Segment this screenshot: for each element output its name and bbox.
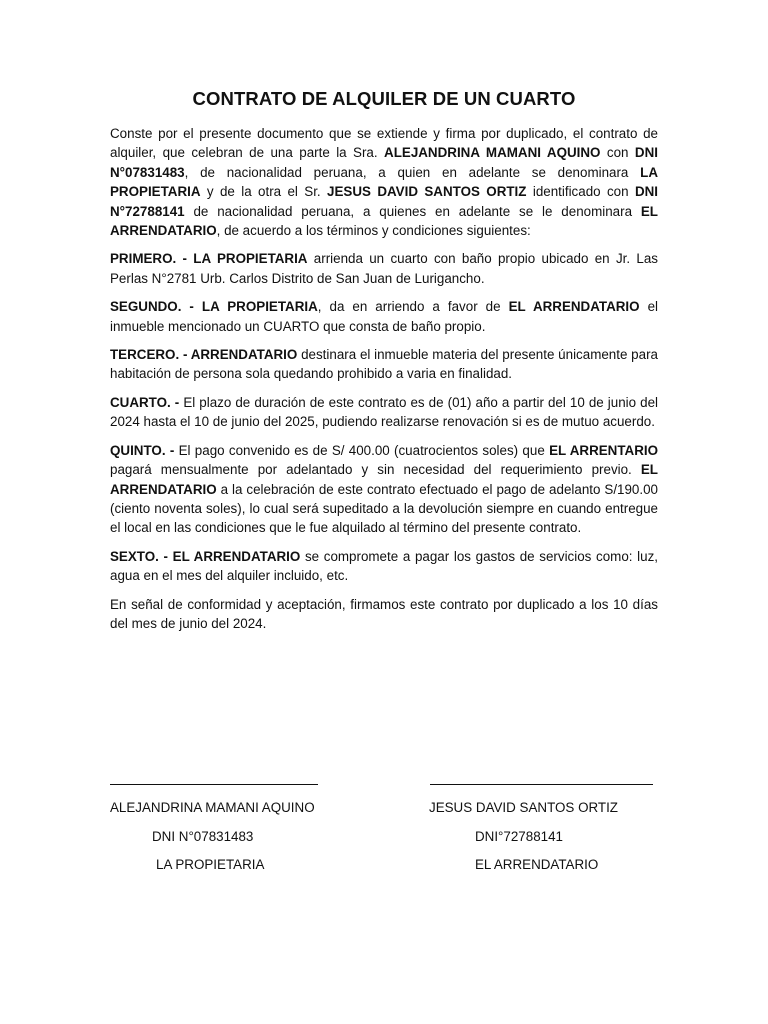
clause-text: pagará mensualmente por adelantado y sin necesidad del requerimiento previo. xyxy=(110,462,641,478)
intro-text: Conste por el presente documento que se extiende y firma por duplicado, el contrato de alquiler, que celebran de una parte la Sra. xyxy=(110,126,658,161)
closing-paragraph: En señal de conformidad y aceptación, firmamos este contrato por duplicado a los 10 días del mes de junio del 2024. xyxy=(110,596,658,631)
clause-text: se compromete a pagar los gastos de servicios como: luz, agua en el mes del alquiler incluido, etc. xyxy=(110,548,658,584)
clause-bold-term: EL ARRENTARIO xyxy=(549,442,658,458)
clause-cuarto xyxy=(110,393,658,432)
intro-paragraph xyxy=(110,124,658,240)
owner-role: LA PROPIETARIA xyxy=(110,164,658,200)
clause-text: arrienda un cuarto con baño propio ubicado en Jr. Las Perlas N°2781 Urb. Carlos Distrito de San Juan de Lurigancho. xyxy=(110,251,658,286)
signature-owner-role: LA PROPIETARIA xyxy=(156,857,265,872)
contract-body xyxy=(110,124,658,642)
tenant-role: EL ARRENDATARIO xyxy=(110,203,658,239)
tenant-dni: DNI N°72788141 xyxy=(110,184,658,219)
tenant-name: JESUS DAVID SANTOS ORTIZ xyxy=(327,184,527,200)
document-title: CONTRATO DE ALQUILER DE UN CUARTO xyxy=(192,88,576,109)
clause-sexto xyxy=(110,547,658,586)
clause-text: el inmueble mencionado un CUARTO que consta de baño propio. xyxy=(110,299,658,334)
clause-heading: SEGUNDO. - LA PROPIETARIA xyxy=(110,299,318,315)
signature-line-owner xyxy=(110,784,318,785)
clause-heading: SEXTO. - EL ARRENDATARIO xyxy=(110,548,301,564)
signature-owner-dni: DNI N°07831483 xyxy=(152,829,254,844)
clause-heading: PRIMERO. - LA PROPIETARIA xyxy=(110,251,308,267)
signature-tenant-name: JESUS DAVID SANTOS ORTIZ xyxy=(429,800,618,815)
clause-quinto xyxy=(110,441,658,538)
intro-text: y de la otra el Sr. xyxy=(200,184,328,200)
intro-text: identificado con xyxy=(526,184,635,200)
intro-text: de nacionalidad peruana, a quienes en adelante se le denominara xyxy=(184,203,641,219)
owner-dni: DNI N°07831483 xyxy=(110,145,658,180)
intro-text: con xyxy=(600,145,635,161)
signature-owner-name: ALEJANDRINA MAMANI AQUINO xyxy=(110,800,315,815)
clause-text: El pago convenido es de S/ 400.00 (cuatrocientos soles) que xyxy=(174,442,550,458)
clause-text: , da en arriendo a favor de xyxy=(317,299,509,315)
clause-primero xyxy=(110,249,658,288)
clause-tercero xyxy=(110,345,658,384)
clause-heading: CUARTO. - xyxy=(110,394,180,410)
clause-heading: QUINTO. - xyxy=(110,442,175,458)
clause-segundo xyxy=(110,297,658,336)
clause-heading: TERCERO. - ARRENDATARIO xyxy=(110,347,298,363)
signature-line-tenant xyxy=(430,784,653,785)
clause-text: a la celebración de este contrato efectuado el pago de adelanto S/190.00 (ciento noventa soles), lo cual será supeditado a la devolución siempre en cuando entregue el local en las condiciones que le fue alquilado al término del presente contrato. xyxy=(110,481,658,536)
clause-text: El plazo de duración de este contrato es de (01) año a partir del 10 de junio del 2024 hasta el 10 de junio del 2025, pudiendo realizarse renovación si es de mutuo acuerdo. xyxy=(110,394,659,430)
signature-tenant-role: EL ARRENDATARIO xyxy=(475,857,599,872)
signature-tenant-dni: DNI°72788141 xyxy=(475,829,563,844)
clause-bold-term: EL ARRENDATARIO xyxy=(508,299,640,315)
owner-name: ALEJANDRINA MAMANI AQUINO xyxy=(384,145,601,161)
clause-text: destinara el inmueble materia del presente únicamente para habitación de persona sola quedando prohibido a varia en finalidad. xyxy=(110,347,658,382)
intro-text: , de acuerdo a los términos y condiciones siguientes: xyxy=(216,223,531,239)
intro-text: , de nacionalidad peruana, a quien en adelante se denominara xyxy=(184,164,641,180)
clause-bold-term: EL ARRENDATARIO xyxy=(110,462,658,497)
